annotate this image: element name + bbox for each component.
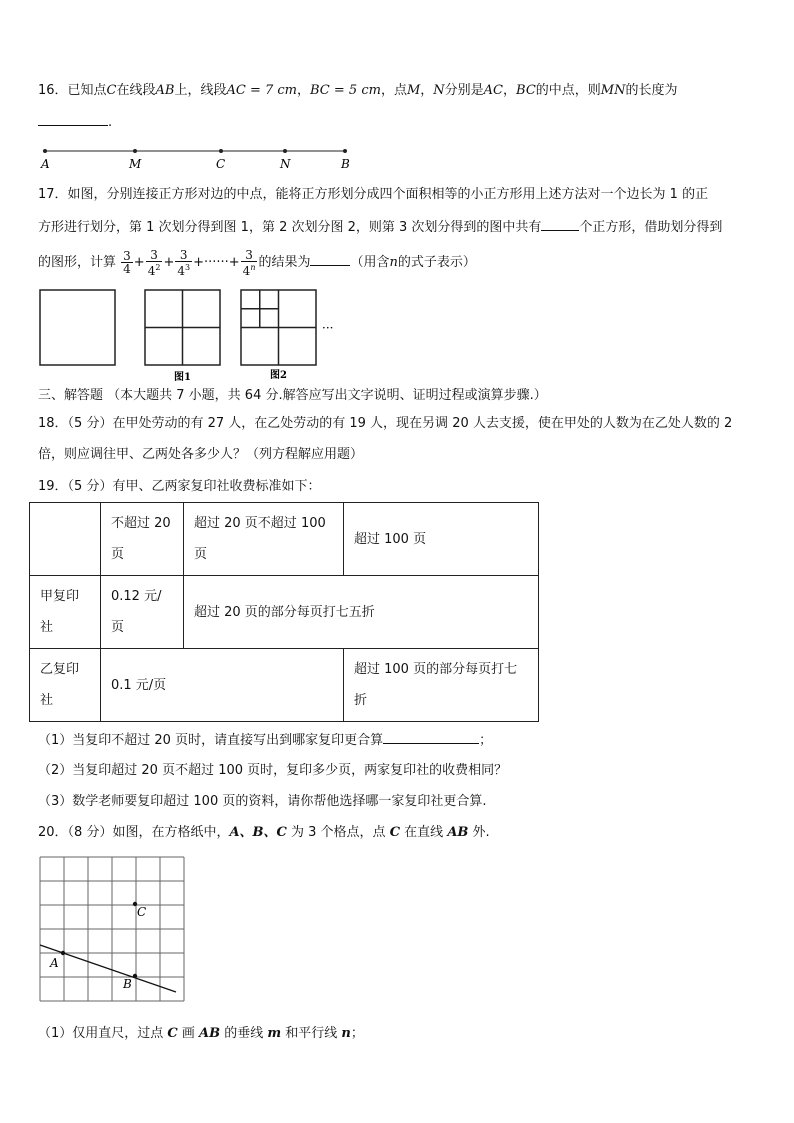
label-a: A bbox=[50, 956, 59, 970]
jia-price-over-20: 超过 20 页的部分每页打七五折 bbox=[184, 576, 539, 649]
grid-lines bbox=[40, 857, 184, 1001]
figure-1 bbox=[145, 290, 220, 365]
q17-line1: 17．如图，分别连接正方形对边的中点，能将正方形划分成四个面积相等的小正方形用上述方法对一个边长为 1 的正 bbox=[38, 187, 709, 202]
q18-line2: 倍，则应调往甲、乙两处各多少人？（列方程解应用题） bbox=[38, 447, 364, 462]
jia-price-under-20: 0.12 元/页 bbox=[101, 576, 184, 649]
q17-line2: 方形进行划分，第 1 次划分得到图 1，第 2 次划分图 2，则第 3 次划分得到的图中共有 个正方形，借助划分得到 bbox=[38, 220, 723, 235]
q20-intro: 20．（8 分）如图，在方格纸中，A、B、C 为 3 个格点，点 C 在直线 AB 外. bbox=[38, 825, 490, 840]
answer-blank[interactable] bbox=[383, 731, 479, 744]
point-label-b: B bbox=[341, 157, 350, 171]
fraction-2: $\frac{3}{4^2}$ bbox=[147, 247, 161, 278]
figure-square-0 bbox=[40, 290, 115, 365]
q16-segment-figure bbox=[35, 145, 365, 175]
fraction-3: $\frac{3}{4^3}$ bbox=[177, 247, 191, 278]
q19-sub3: （3）数学老师要复印超过 100 页的资料，请你帮他选择哪一家复印社更合算. bbox=[38, 794, 487, 809]
point-label-m: M bbox=[129, 157, 142, 171]
label-b: B bbox=[123, 977, 132, 991]
ellipsis: ··· bbox=[322, 321, 334, 335]
q19-intro: 19．（5 分）有甲、乙两家复印社收费标准如下： bbox=[38, 479, 321, 494]
figure-2 bbox=[241, 290, 316, 365]
point-b bbox=[133, 974, 137, 978]
figure-label-1: 图1 bbox=[174, 372, 191, 383]
point-label-n: N bbox=[280, 157, 291, 171]
q16-line2: . bbox=[38, 113, 112, 132]
row-label-jia: 甲复印 社 bbox=[30, 576, 101, 649]
header-under-20: 不超过 20 页 bbox=[101, 503, 184, 576]
q17-square-figures bbox=[38, 288, 358, 383]
fraction-1: $\frac{3}{4}$ bbox=[123, 249, 131, 276]
price-table bbox=[29, 502, 539, 722]
q16-line1: 16．已知点C在线段AB上，线段AC = 7 cm，BC = 5 cm，点M，N分别是AC，BC的中点，则MN的长度为 bbox=[38, 83, 678, 98]
row-label-yi: 乙复印 社 bbox=[30, 649, 101, 722]
q17-line3: 的图形，计算 $\frac{3}{4}$ + $\frac{3}{4^2}$ + $\frac{3}{4^3}$ +······+ $\frac{3}{4^n}$ 的结果为 （用含n的式子表示） bbox=[38, 247, 476, 278]
figure-label-2: 图2 bbox=[270, 370, 287, 381]
yi-price-up-to-100: 0.1 元/页 bbox=[101, 649, 344, 722]
point-a bbox=[61, 951, 65, 955]
q18-line1: 18．（5 分）在甲处劳动的有 27 人，在乙处劳动的有 19 人，现在另调 20 人去支援，使在甲处的人数为在乙处人数的 2 bbox=[38, 416, 733, 431]
header-20-to-100: 超过 20 页不超过 100 页 bbox=[184, 503, 344, 576]
answer-blank[interactable] bbox=[38, 113, 108, 126]
q19-sub1: （1）当复印不超过 20 页时，请直接写出到哪家复印更合算 ； bbox=[38, 733, 493, 748]
section-3-heading: 三、解答题 （本大题共 7 小题，共 64 分.解答应写出文字说明、证明过程或演算步骤.） bbox=[38, 388, 547, 403]
line-ab bbox=[40, 945, 176, 992]
yi-price-over-100: 超过 100 页的部分每页打七 折 bbox=[344, 649, 539, 722]
answer-blank[interactable] bbox=[310, 253, 350, 266]
fraction-n: $\frac{3}{4^n}$ bbox=[242, 247, 256, 278]
header-over-100: 超过 100 页 bbox=[344, 503, 539, 576]
q20-sub1: （1）仅用直尺，过点 C 画 AB 的垂线 m 和平行线 n； bbox=[38, 1026, 364, 1041]
q19-sub2: （2）当复印超过 20 页不超过 100 页时，复印多少页，两家复印社的收费相同？ bbox=[38, 763, 508, 778]
q20-grid-figure bbox=[38, 855, 198, 1015]
point-label-c: C bbox=[216, 157, 226, 171]
table-corner bbox=[30, 503, 101, 576]
label-c: C bbox=[137, 905, 147, 919]
answer-blank[interactable] bbox=[541, 218, 579, 231]
point-label-a: A bbox=[41, 157, 50, 171]
